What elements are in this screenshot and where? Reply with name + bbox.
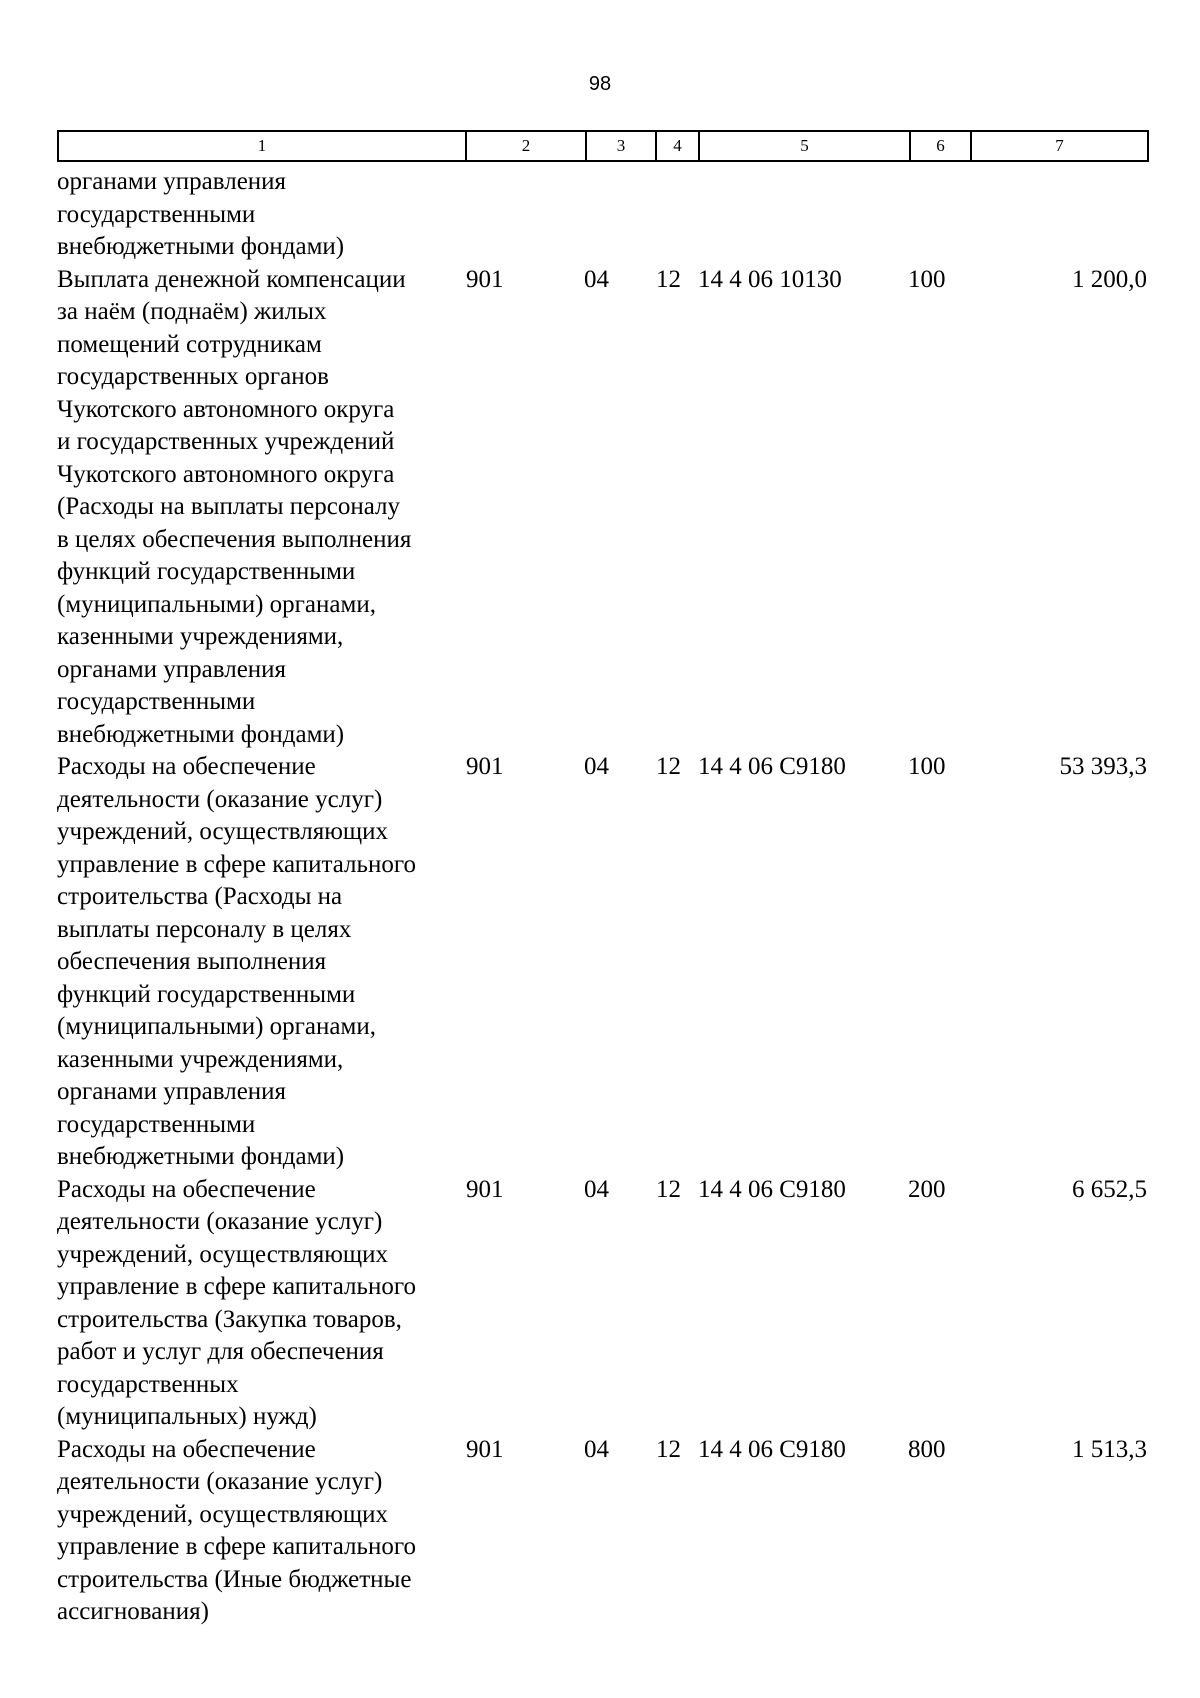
row-col6: 200 [908, 1175, 946, 1203]
row-col5: 14 4 06 С9180 [698, 753, 846, 780]
row-col6: 100 [908, 265, 946, 293]
table-row [57, 751, 1147, 1174]
row-col2: 901 [466, 753, 504, 780]
row-col4: 12 [656, 753, 681, 780]
table-row [57, 264, 1147, 752]
row-col4: 12 [656, 1175, 681, 1203]
continuation-row [57, 166, 1147, 264]
continuation-text: органами управления государственными внебюджетными фондами) [57, 168, 345, 260]
column-header-4: 4 [656, 131, 699, 161]
row-description: Расходы на обеспечение деятельности (оказание услуг) учреждений, осуществляющих управление в сфере капитального строительства (Иные бюджетные ассигнования) [57, 1435, 416, 1625]
column-header-table [57, 130, 1149, 162]
row-col5: 14 4 06 С9180 [698, 1175, 846, 1203]
row-col5: 14 4 06 10130 [698, 265, 842, 293]
column-header-6: 6 [910, 131, 971, 161]
row-col7: 6 652,5 [1072, 1175, 1147, 1203]
row-col3: 04 [584, 1435, 609, 1463]
row-col7: 53 393,3 [1059, 753, 1147, 780]
row-col3: 04 [584, 1175, 609, 1203]
table-body [57, 166, 1147, 1629]
column-header-3: 3 [586, 131, 656, 161]
row-description: Выплата денежной компенсации за наём (поднаём) жилых помещений сотрудникам государственных органов Чукотского автономного округа и государственных учреждений Чукотского автономного округа (Расходы на выплаты персоналу в целях обеспечения выполнения функций государственными (муниципальными) органами, казенными учреждениями, органами управления государственными внебюджетными фондами) [57, 265, 412, 748]
table-row [57, 1174, 1147, 1434]
table-row [57, 1434, 1147, 1629]
row-col2: 901 [466, 1175, 504, 1203]
row-col4: 12 [656, 1435, 681, 1463]
row-col7: 1 200,0 [1072, 265, 1147, 293]
row-description: Расходы на обеспечение деятельности (оказание услуг) учреждений, осуществляющих управление в сфере капитального строительства (Расходы на выплаты персоналу в целях обеспечения выполнения функций государственными (муниципальными) органами, казенными учреждениями, органами управления государственными внебюджетными фондами) [57, 753, 416, 1170]
row-col3: 04 [584, 753, 609, 780]
row-col5: 14 4 06 С9180 [698, 1435, 846, 1463]
column-header-1: 1 [58, 131, 466, 161]
row-col6: 100 [908, 753, 946, 780]
row-col7: 1 513,3 [1072, 1435, 1147, 1463]
row-col4: 12 [656, 265, 681, 293]
row-col3: 04 [584, 265, 609, 293]
row-col2: 901 [466, 1435, 504, 1463]
row-description: Расходы на обеспечение деятельности (оказание услуг) учреждений, осуществляющих управление в сфере капитального строительства (Закупка товаров, работ и услуг для обеспечения государственных (муниципальных) нужд) [57, 1175, 416, 1430]
row-col2: 901 [466, 265, 504, 293]
column-header-5: 5 [699, 131, 910, 161]
column-header-7: 7 [971, 131, 1148, 161]
row-col6: 800 [908, 1435, 946, 1463]
column-header-2: 2 [466, 131, 586, 161]
column-header-row [58, 131, 1148, 161]
page-number: 98 [588, 73, 612, 95]
